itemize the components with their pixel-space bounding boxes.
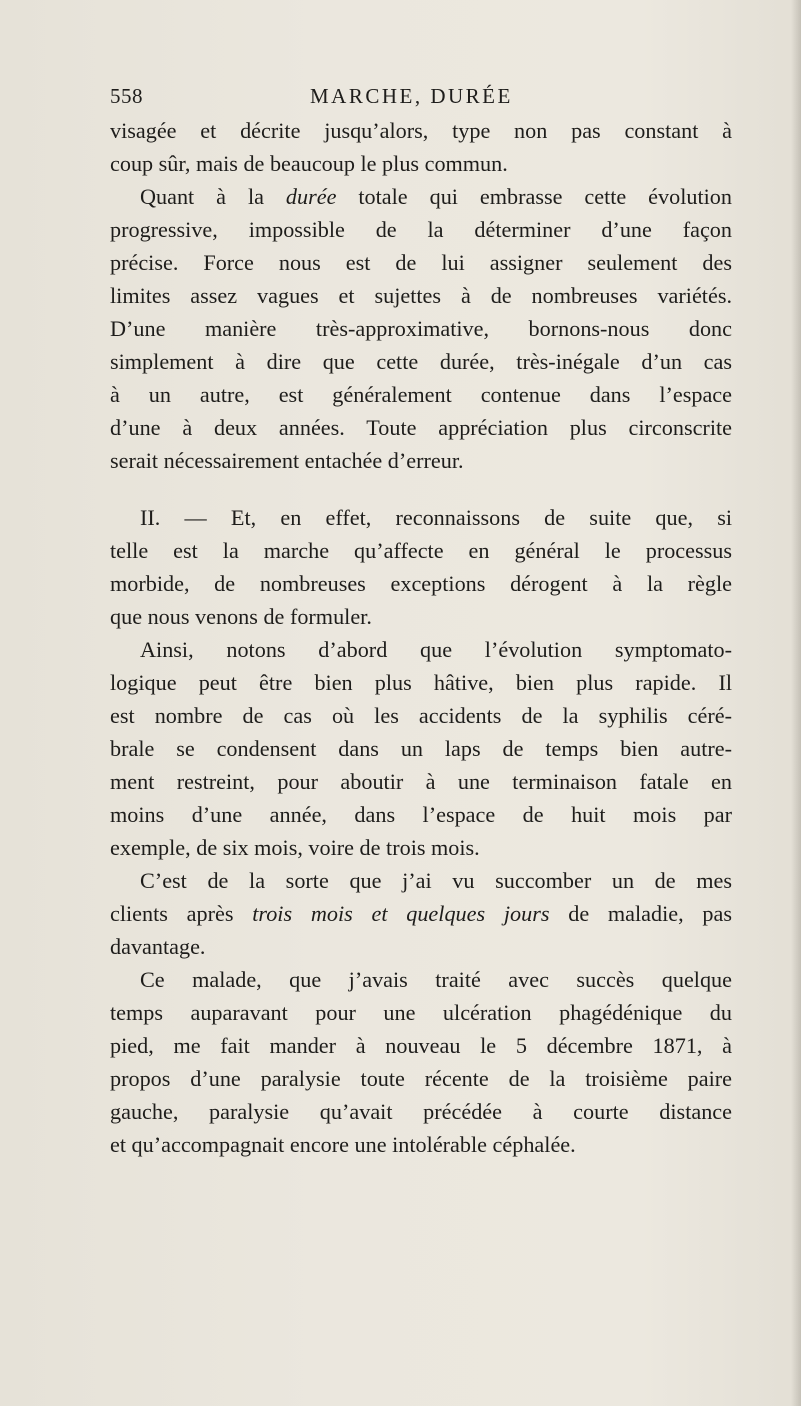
- paragraph-1: [110, 114, 732, 180]
- text-segment: de maladie, pas: [549, 901, 732, 926]
- text-segment: clients après: [110, 901, 253, 926]
- text-line: coup sûr, mais de beaucoup le plus commun.: [110, 151, 508, 176]
- text-line: [110, 897, 732, 930]
- text-line: moins d’une année, dans l’espace de huit mois par: [110, 802, 732, 827]
- italic-text: trois mois et quelques jours: [252, 901, 550, 926]
- body-text: [110, 114, 732, 1161]
- paragraph-3: [110, 501, 732, 633]
- text-line: exemple, de six mois, voire de trois mois.: [110, 835, 480, 860]
- text-line: temps auparavant pour une ulcération phagédénique du: [110, 1000, 732, 1025]
- paragraph-4: [110, 633, 732, 864]
- text-line: à un autre, est généralement contenue dans l’espace: [110, 382, 732, 407]
- text-line: progressive, impossible de la déterminer d’une façon: [110, 217, 732, 242]
- text-line: est nombre de cas où les accidents de la syphilis céré-: [110, 703, 732, 728]
- paragraph-2: [110, 180, 732, 477]
- text-line: propos d’une paralysie toute récente de la troisième paire: [110, 1066, 732, 1091]
- italic-text: durée: [285, 184, 337, 209]
- text-line: précise. Force nous est de lui assigner seulement des: [110, 250, 732, 275]
- text-segment: totale qui embrasse cette évolution: [336, 184, 732, 209]
- section-break: [110, 477, 732, 501]
- text-line: ment restreint, pour aboutir à une terminaison fatale en: [110, 769, 732, 794]
- text-line: morbide, de nombreuses exceptions dérogent à la règle: [110, 571, 732, 596]
- text-line: visagée et décrite jusqu’alors, type non pas constant à: [110, 118, 732, 143]
- text-line: que nous venons de formuler.: [110, 604, 372, 629]
- page-header: [110, 84, 730, 114]
- text-line: serait nécessairement entachée d’erreur.: [110, 448, 464, 473]
- paragraph-6: [110, 963, 732, 1161]
- text-line: limites assez vagues et sujettes à de nombreuses variétés.: [110, 283, 732, 308]
- text-line: C’est de la sorte que j’ai vu succomber un de mes: [140, 868, 732, 893]
- running-title: MARCHE, DURÉE: [310, 84, 513, 108]
- text-line: simplement à dire que cette durée, très-inégale d’un cas: [110, 349, 732, 374]
- text-line: davantage.: [110, 934, 206, 959]
- page-number: 558: [110, 84, 143, 108]
- text-line: telle est la marche qu’affecte en général le processus: [110, 538, 732, 563]
- text-line: logique peut être bien plus hâtive, bien plus rapide. Il: [110, 670, 732, 695]
- text-line: Ce malade, que j’avais traité avec succès quelque: [140, 967, 732, 992]
- page-edge-shadow: [791, 0, 801, 1406]
- text-line: et qu’accompagnait encore une intolérable céphalée.: [110, 1132, 576, 1157]
- text-line: D’une manière très-approximative, bornons-nous donc: [110, 316, 732, 341]
- text-line: Ainsi, notons d’abord que l’évolution symptomato-: [140, 637, 732, 662]
- paragraph-5: [110, 864, 732, 963]
- text-line: pied, me fait mander à nouveau le 5 décembre 1871, à: [110, 1033, 732, 1058]
- text-line: brale se condensent dans un laps de temps bien autre-: [110, 736, 732, 761]
- text-segment: Quant à la: [140, 184, 286, 209]
- text-line: [110, 180, 732, 213]
- text-line: d’une à deux années. Toute appréciation plus circonscrite: [110, 415, 732, 440]
- text-line: II. — Et, en effet, reconnaissons de suite que, si: [140, 505, 732, 530]
- text-line: gauche, paralysie qu’avait précédée à courte distance: [110, 1099, 732, 1124]
